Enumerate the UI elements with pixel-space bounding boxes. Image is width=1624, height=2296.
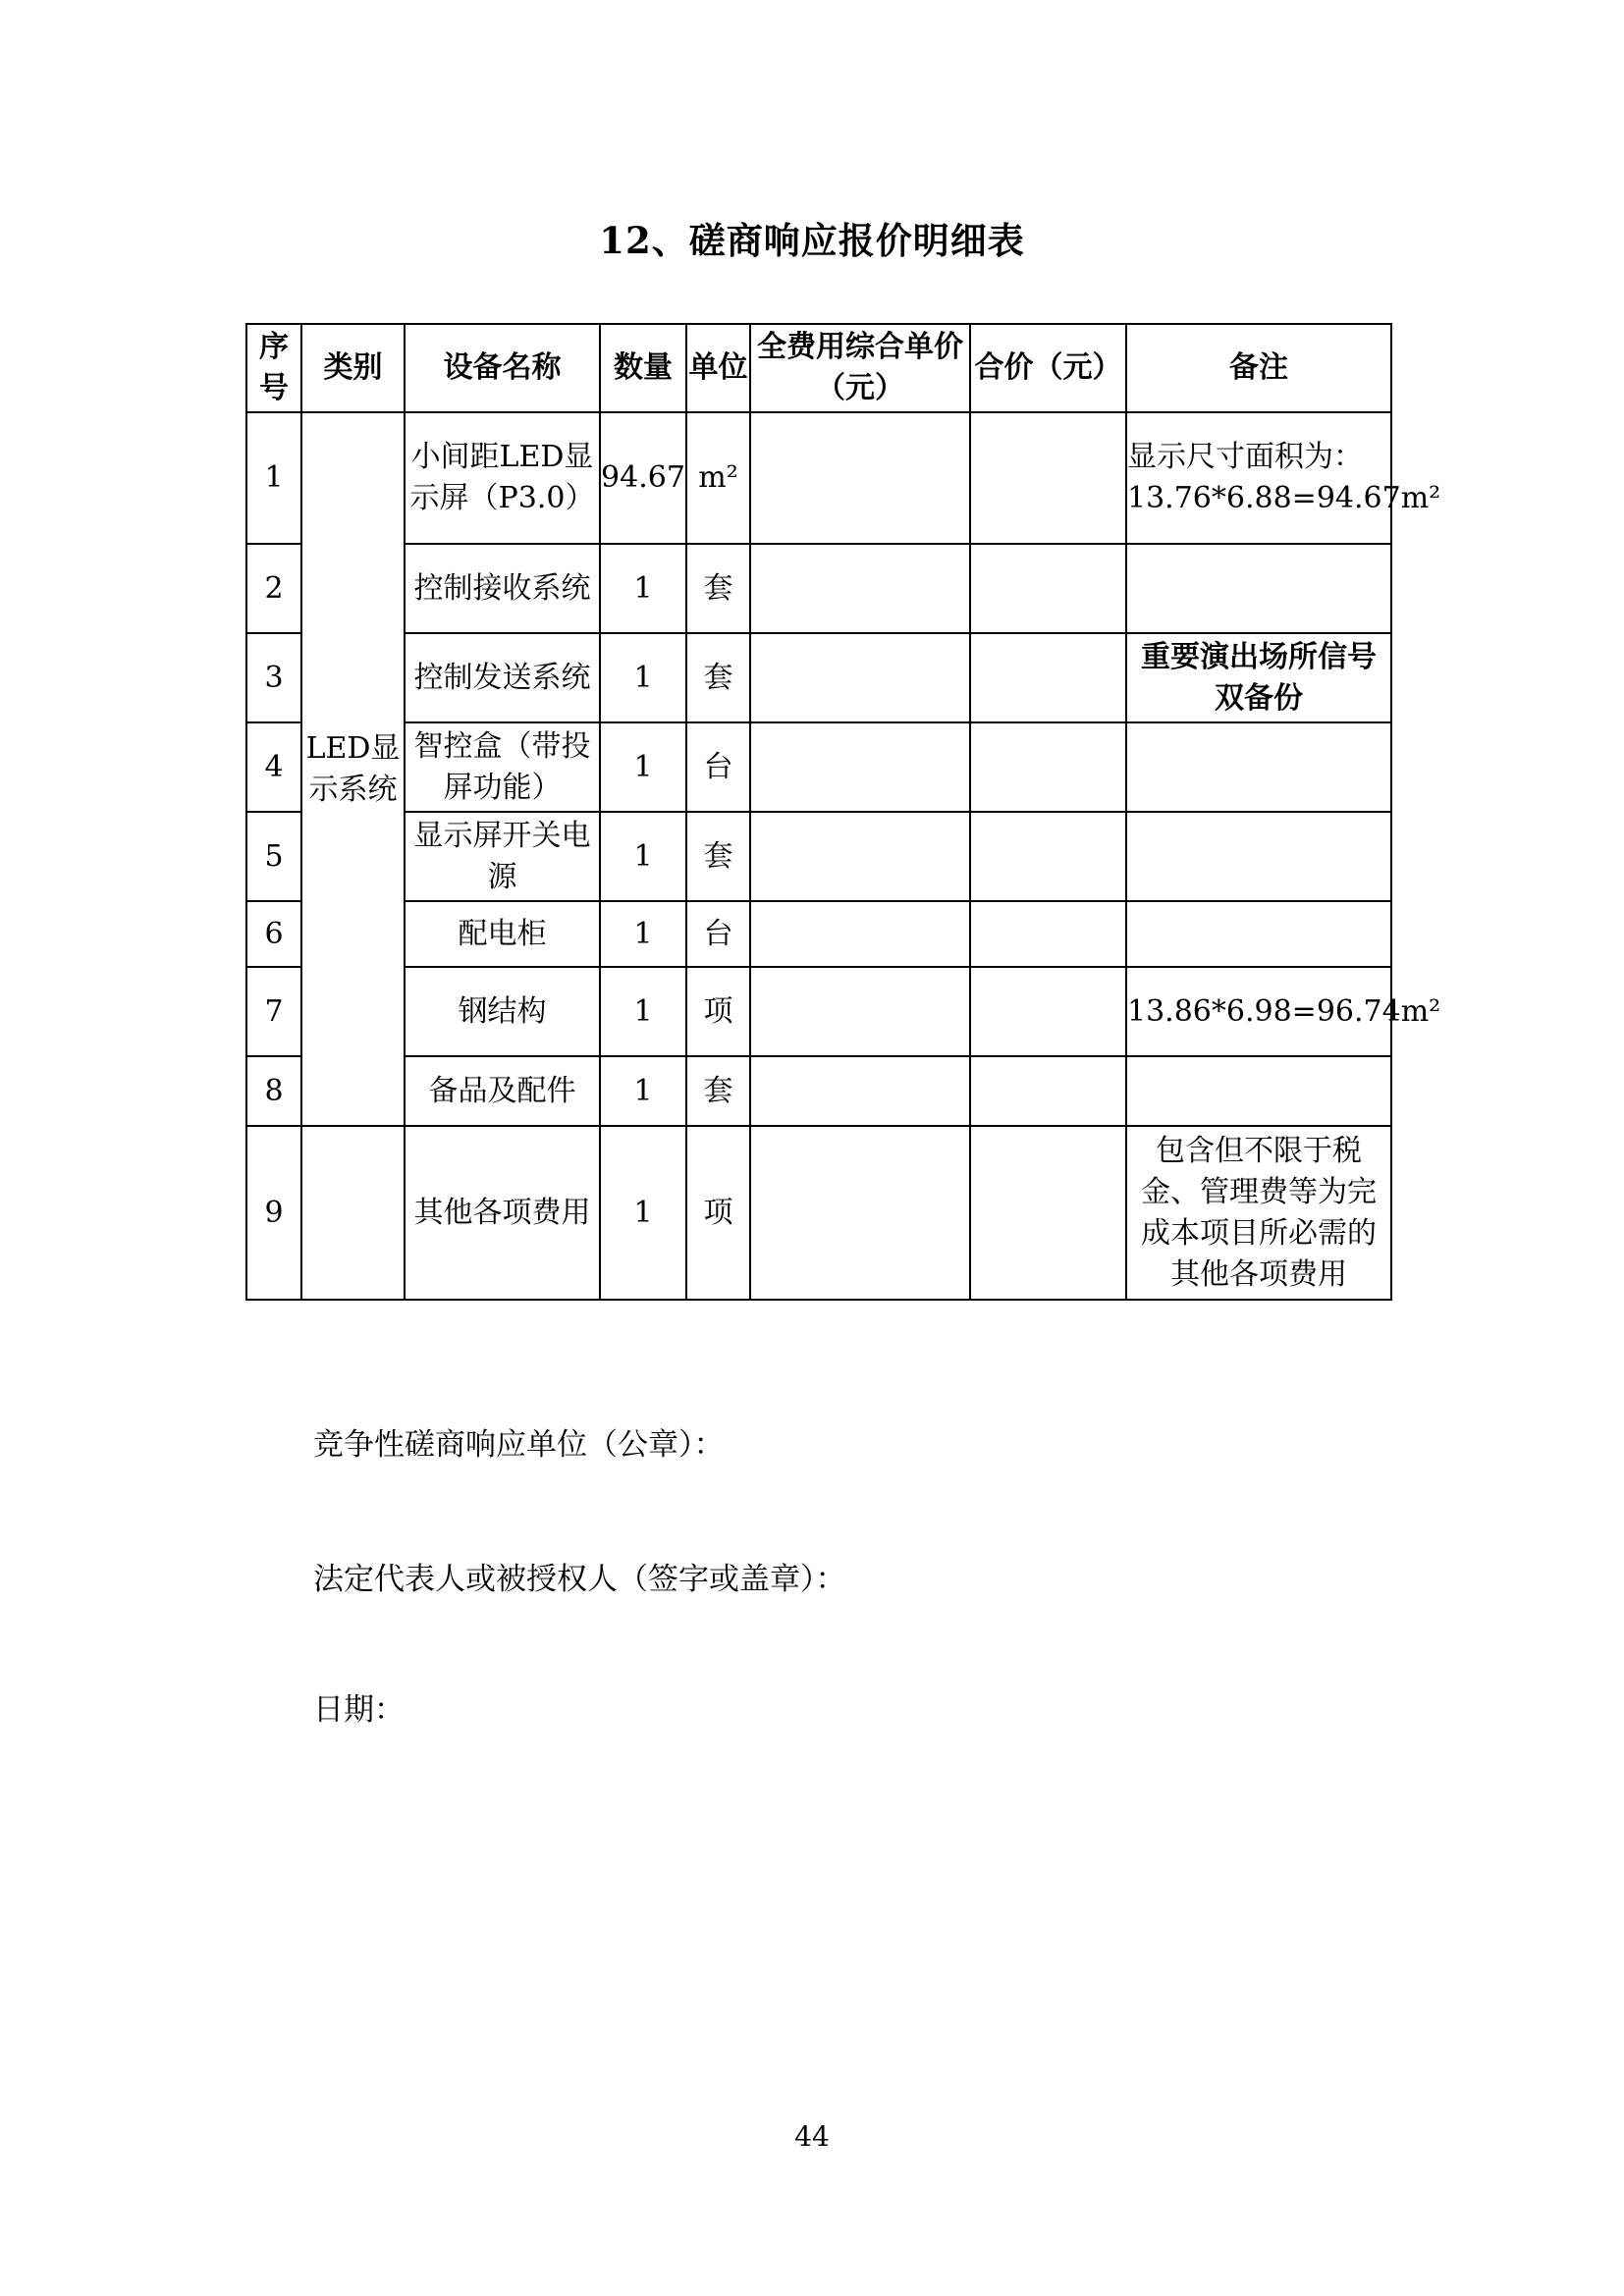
header-category: 类别 — [301, 324, 405, 412]
table-row — [246, 1056, 1391, 1126]
row-unit: 套 — [686, 544, 750, 633]
row-unit: 套 — [686, 1056, 750, 1126]
row-remark: 包含但不限于税金、管理费等为完成本项目所必需的其他各项费用 — [1126, 1126, 1391, 1300]
row-total — [970, 812, 1126, 901]
row-qty: 1 — [600, 901, 686, 967]
table-row — [246, 1126, 1391, 1300]
row-total — [970, 544, 1126, 633]
row-qty: 1 — [600, 633, 686, 722]
row-name: 智控盒（带投屏功能） — [405, 722, 600, 812]
table-row — [246, 722, 1391, 812]
row-total — [970, 1126, 1126, 1300]
row-category: LED显示系统 — [301, 412, 405, 1126]
row-seq: 7 — [246, 967, 301, 1056]
row-unit: m² — [686, 412, 750, 544]
row-name: 配电柜 — [405, 901, 600, 967]
row-unit-price — [750, 544, 970, 633]
row-remark: 13.86*6.98=96.74m² — [1126, 967, 1391, 1056]
row-seq: 4 — [246, 722, 301, 812]
row-total — [970, 901, 1126, 967]
row-remark — [1126, 544, 1391, 633]
row-unit-price — [750, 967, 970, 1056]
table-row — [246, 544, 1391, 633]
quotation-table — [245, 323, 1441, 1301]
row-unit-price — [750, 1056, 970, 1126]
signature-representative: 法定代表人或被授权人（签字或盖章）： — [313, 1562, 846, 1597]
row-unit: 台 — [686, 901, 750, 967]
row-unit-price — [750, 412, 970, 544]
row-seq: 6 — [246, 901, 301, 967]
row-unit: 项 — [686, 967, 750, 1056]
row-qty: 1 — [600, 1126, 686, 1300]
page-number: 44 — [794, 2120, 830, 2153]
row-category — [301, 1126, 405, 1300]
row-seq: 2 — [246, 544, 301, 633]
row-name: 其他各项费用 — [405, 1126, 600, 1300]
row-unit-price — [750, 1126, 970, 1300]
row-unit: 项 — [686, 1126, 750, 1300]
row-seq: 5 — [246, 812, 301, 901]
header-qty: 数量 — [600, 324, 686, 412]
header-unit-price: 全费用综合单价（元） — [750, 324, 970, 412]
header-seq: 序号 — [246, 324, 301, 412]
row-unit-price — [750, 633, 970, 722]
header-total: 合价（元） — [970, 324, 1126, 412]
row-name: 控制接收系统 — [405, 544, 600, 633]
row-name: 控制发送系统 — [405, 633, 600, 722]
row-qty: 1 — [600, 722, 686, 812]
row-name: 备品及配件 — [405, 1056, 600, 1126]
row-remark: 显示尺寸面积为：13.76*6.88=94.67m² — [1126, 412, 1391, 544]
row-seq: 3 — [246, 633, 301, 722]
header-unit: 单位 — [686, 324, 750, 412]
table-header-row — [246, 324, 1391, 412]
table-row — [246, 633, 1391, 722]
row-seq: 1 — [246, 412, 301, 544]
header-remark: 备注 — [1126, 324, 1391, 412]
table-row — [246, 901, 1391, 967]
row-qty: 1 — [600, 544, 686, 633]
row-name: 小间距LED显示屏（P3.0） — [405, 412, 600, 544]
row-remark — [1126, 812, 1391, 901]
row-unit-price — [750, 722, 970, 812]
row-unit: 套 — [686, 812, 750, 901]
row-qty: 94.67 — [600, 412, 686, 544]
header-name: 设备名称 — [405, 324, 600, 412]
table-row — [246, 812, 1391, 901]
row-qty: 1 — [600, 812, 686, 901]
signature-unit: 竞争性磋商响应单位（公章）： — [313, 1427, 725, 1463]
signature-date: 日期： — [313, 1692, 405, 1728]
row-remark — [1126, 901, 1391, 967]
row-seq: 9 — [246, 1126, 301, 1300]
row-unit: 台 — [686, 722, 750, 812]
row-seq: 8 — [246, 1056, 301, 1126]
row-remark — [1126, 1056, 1391, 1126]
row-name: 钢结构 — [405, 967, 600, 1056]
row-total — [970, 633, 1126, 722]
row-total — [970, 967, 1126, 1056]
row-total — [970, 412, 1126, 544]
document-title: 12、磋商响应报价明细表 — [599, 219, 1025, 262]
row-remark — [1126, 722, 1391, 812]
table-row — [246, 967, 1391, 1056]
row-unit-price — [750, 812, 970, 901]
row-name: 显示屏开关电源 — [405, 812, 600, 901]
row-total — [970, 722, 1126, 812]
row-qty: 1 — [600, 1056, 686, 1126]
row-unit-price — [750, 901, 970, 967]
row-unit: 套 — [686, 633, 750, 722]
row-total — [970, 1056, 1126, 1126]
row-remark: 重要演出场所信号双备份 — [1126, 633, 1391, 722]
row-qty: 1 — [600, 967, 686, 1056]
table-row — [246, 412, 1391, 544]
